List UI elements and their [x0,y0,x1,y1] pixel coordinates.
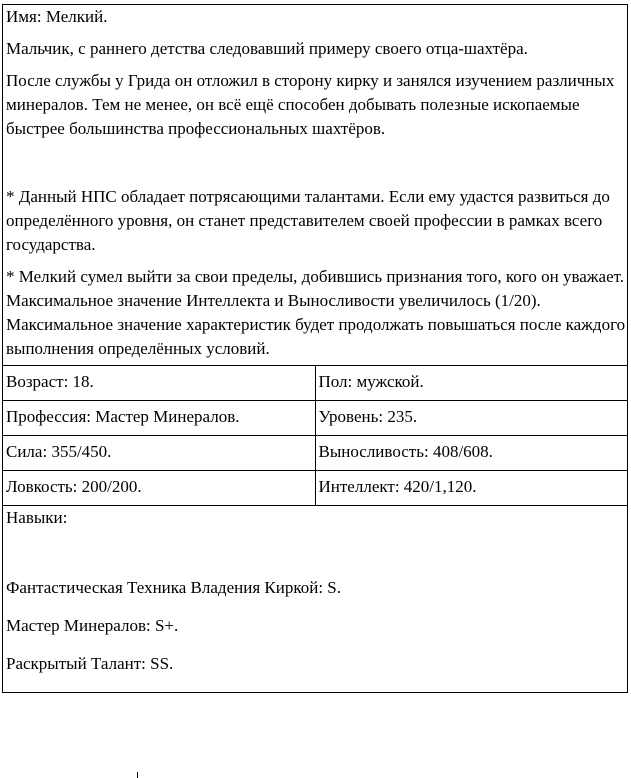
intellect-value: Интеллект: 420/1,120. [318,477,477,496]
skill-item: Фантастическая Техника Владения Киркой: S. [6,578,341,597]
stats-row [3,401,628,436]
stats-row [3,471,628,506]
skill-item: Мастер Минералов: S+. [6,616,179,635]
description-cell [3,5,628,366]
description-paragraph: После службы у Грида он отложил в сторону кирку и занялся изучением различных минералов. Тем не менее, он всё ещё способен добывать полезные ископаемые быстрее большинства профессиональных шахтёров. [6,71,615,138]
skills-cell [3,506,628,693]
age-cell [3,366,316,401]
level-cell [315,401,628,436]
npc-info-table [2,4,628,693]
profession-value: Профессия: Мастер Минералов. [6,407,240,426]
stats-row [3,436,628,471]
gender-cell [315,366,628,401]
stats-row [3,366,628,401]
age-value: Возраст: 18. [6,372,94,391]
agility-cell [3,471,316,506]
limit-break-note: * Мелкий сумел выйти за свои пределы, добившись признания того, кого он уважает. Максимальное значение Интеллекта и Выносливости увеличилось (1/20). Максимальное значение характеристик будет продолжать повышаться после каждого выполнения определённых условий. [6,267,626,358]
strength-value: Сила: 355/450. [6,442,112,461]
skills-title: Навыки: [6,508,68,527]
npc-name: Имя: Мелкий. [6,7,108,26]
gender-value: Пол: мужской. [318,372,424,391]
agility-value: Ловкость: 200/200. [6,477,142,496]
profession-cell [3,401,316,436]
intellect-cell [315,471,628,506]
strength-cell [3,436,316,471]
skill-item: Раскрытый Талант: SS. [6,654,174,673]
skills-row [3,506,628,693]
page-edge-mark [137,772,138,778]
description-paragraph: Мальчик, с раннего детства следовавший примеру своего отца-шахтёра. [6,39,528,58]
level-value: Уровень: 235. [318,407,418,426]
stamina-value: Выносливость: 408/608. [318,442,493,461]
description-row [3,5,628,366]
talent-note: * Данный НПС обладает потрясающими талантами. Если ему удастся развиться до определённого уровня, он станет представителем своей профессии в рамках всего государства. [6,187,610,254]
stamina-cell [315,436,628,471]
